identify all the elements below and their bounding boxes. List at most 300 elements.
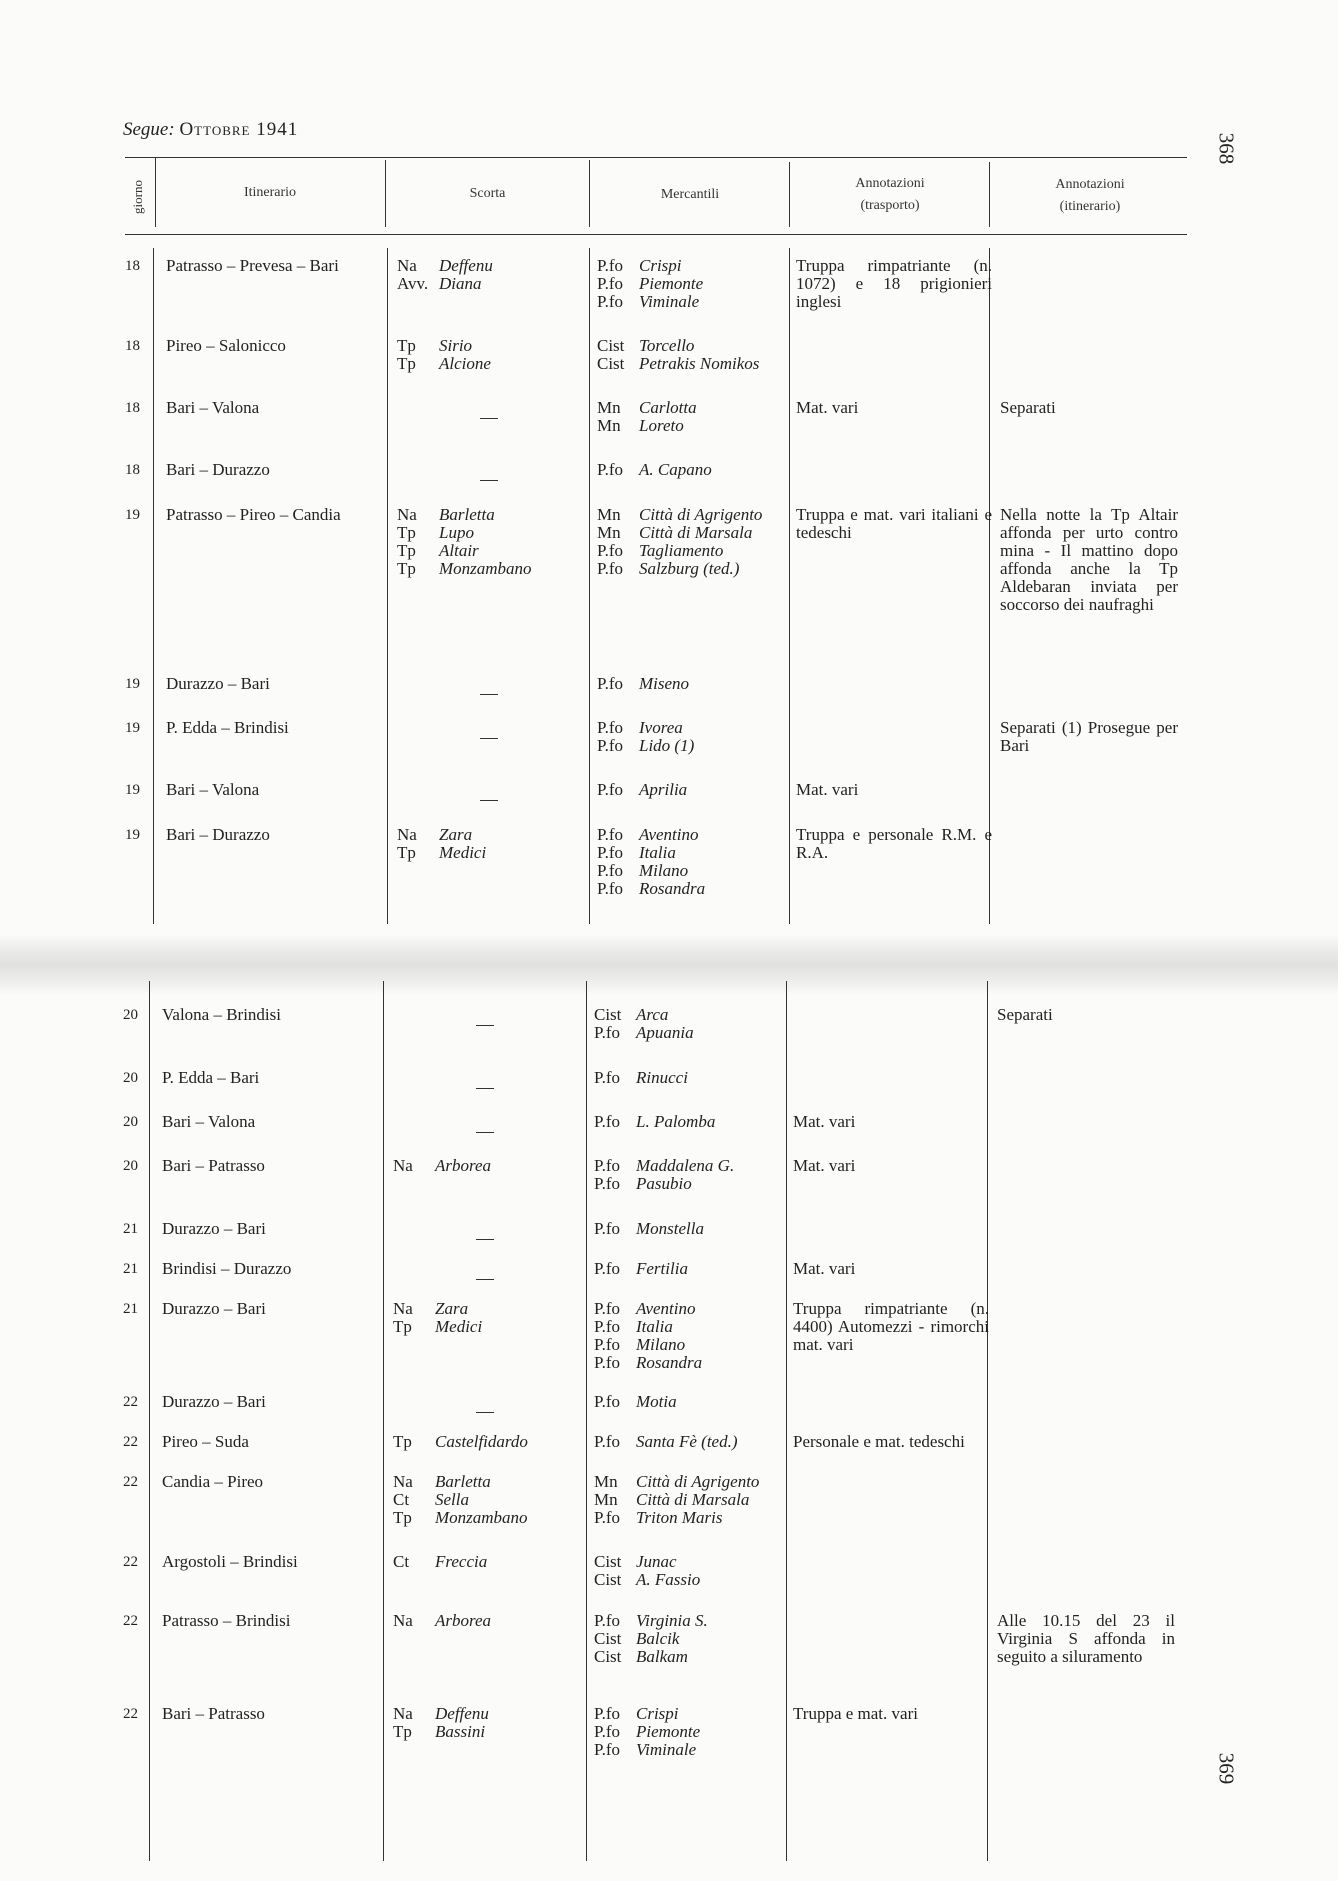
merchant-cell xyxy=(594,1260,688,1278)
escort-cell xyxy=(393,1473,528,1527)
ship-type: P.fo xyxy=(597,674,623,693)
escort-cell xyxy=(476,1122,494,1140)
itinerary-cell: Bari – Valona xyxy=(162,1112,256,1131)
ship-type: Tp xyxy=(393,1317,412,1336)
col-divider xyxy=(155,157,156,227)
ship-type: Cist xyxy=(594,1629,622,1648)
ship-name: Barletta xyxy=(439,505,495,524)
merchant-ship xyxy=(594,1220,704,1238)
merchant-cell xyxy=(597,257,703,311)
day-cell: 19 xyxy=(125,827,140,843)
ship-name: Diana xyxy=(439,274,482,293)
escort-cell xyxy=(397,826,486,862)
ship-type: P.fo xyxy=(597,274,623,293)
ship-type: Mn xyxy=(597,398,621,417)
ship-type: Cist xyxy=(597,336,625,355)
ship-name: L. Palomba xyxy=(636,1112,716,1131)
no-escort-dash xyxy=(476,1132,494,1133)
merchant-cell xyxy=(597,826,705,898)
ship-name: Medici xyxy=(439,843,487,862)
merchant-cell xyxy=(597,675,689,693)
ship-name: Pasubio xyxy=(636,1174,692,1193)
ship-type: P.fo xyxy=(594,1722,620,1741)
merchant-ship xyxy=(594,1741,700,1759)
ship-name: Petrakis Nomikos xyxy=(639,354,760,373)
merchant-ship xyxy=(597,560,762,578)
ship-name: Rosandra xyxy=(639,879,706,898)
header-bottom-rule xyxy=(125,234,1187,235)
ship-name: Tagliamento xyxy=(639,541,724,560)
ship-type: Cist xyxy=(597,354,625,373)
itinerary-note: Separati xyxy=(1000,398,1056,417)
ship-name: Triton Maris xyxy=(636,1508,723,1527)
ship-name: Torcello xyxy=(639,336,695,355)
day-cell: 20 xyxy=(123,1070,138,1086)
merchant-ship xyxy=(597,257,703,275)
merchant-ship xyxy=(597,399,697,417)
ship-name: Ivorea xyxy=(639,718,683,737)
escort-cell xyxy=(393,1433,528,1451)
ship-type: Tp xyxy=(397,559,416,578)
ship-name: Città di Agrigento xyxy=(636,1472,760,1491)
day-cell: 20 xyxy=(123,1114,138,1130)
segue-label: Segue: xyxy=(123,119,175,140)
ship-name: Sirio xyxy=(439,336,473,355)
ship-name: Crispi xyxy=(636,1704,679,1723)
transport-note: Mat. vari xyxy=(796,398,859,417)
ship-type: Na xyxy=(397,256,417,275)
ship-name: Bassini xyxy=(435,1722,486,1741)
merchant-cell xyxy=(594,1393,677,1411)
ship-type: P.fo xyxy=(597,736,623,755)
ship-type: P.fo xyxy=(594,1317,620,1336)
merchant-ship xyxy=(594,1006,694,1024)
merchant-cell xyxy=(594,1705,700,1759)
merchant-cell xyxy=(594,1220,704,1238)
escort-cell xyxy=(480,790,498,808)
itinerary-cell: Brindisi – Durazzo xyxy=(162,1259,292,1278)
no-escort-dash xyxy=(476,1025,494,1026)
no-escort-dash xyxy=(480,694,498,695)
ship-name: Italia xyxy=(636,1317,673,1336)
ship-type: Tp xyxy=(397,336,416,355)
ship-type: Na xyxy=(397,825,417,844)
ship-type: P.fo xyxy=(594,1392,620,1411)
ship-type: P.fo xyxy=(594,1704,620,1723)
ship-name: Altair xyxy=(439,541,479,560)
col-divider xyxy=(989,248,990,924)
ship-type: Na xyxy=(393,1472,413,1491)
col-divider xyxy=(589,160,590,227)
ship-name: Città di Marsala xyxy=(639,523,753,542)
ship-type: P.fo xyxy=(597,843,623,862)
ship-name: A. Fassio xyxy=(636,1570,701,1589)
escort-ship xyxy=(397,560,532,578)
ship-type: Tp xyxy=(397,523,416,542)
ship-type: Tp xyxy=(393,1432,412,1451)
ship-name: Viminale xyxy=(639,292,700,311)
day-cell: 18 xyxy=(125,462,140,478)
transport-note: Truppa e personale R.M. e R.A. xyxy=(796,825,992,862)
ship-type: P.fo xyxy=(594,1740,620,1759)
ship-name: Monzambano xyxy=(435,1508,528,1527)
merchant-ship xyxy=(594,1491,759,1509)
ship-name: Rosandra xyxy=(636,1353,703,1372)
day-cell: 22 xyxy=(123,1434,138,1450)
transport-note: Mat. vari xyxy=(793,1112,856,1131)
day-cell: 18 xyxy=(125,338,140,354)
itinerary-cell: Bari – Durazzo xyxy=(166,460,270,479)
escort-ship xyxy=(393,1705,489,1723)
itinerary-cell: Durazzo – Bari xyxy=(162,1392,266,1411)
escort-ship xyxy=(393,1491,528,1509)
ship-type: Tp xyxy=(397,843,416,862)
itinerary-cell: Durazzo – Bari xyxy=(166,674,270,693)
ship-name: Milano xyxy=(639,861,689,880)
month-title: Ottobre 1941 xyxy=(179,119,299,140)
page-368 xyxy=(0,0,1338,940)
ship-type: P.fo xyxy=(594,1335,620,1354)
escort-cell xyxy=(476,1402,494,1420)
escort-cell xyxy=(476,1015,494,1033)
ship-type: Na xyxy=(393,1156,413,1175)
ship-type: P.fo xyxy=(594,1068,620,1087)
no-escort-dash xyxy=(476,1088,494,1089)
ship-name: Arborea xyxy=(435,1611,492,1630)
escort-ship xyxy=(393,1473,528,1491)
escort-ship xyxy=(397,826,486,844)
col-divider xyxy=(383,981,384,1861)
ship-name: Milano xyxy=(636,1335,686,1354)
page-number-top: 368 xyxy=(1214,132,1239,165)
ship-name: Deffenu xyxy=(439,256,493,275)
day-cell: 22 xyxy=(123,1554,138,1570)
escort-ship xyxy=(393,1157,491,1175)
ship-type: Mn xyxy=(597,523,621,542)
ship-name: Medici xyxy=(435,1317,483,1336)
escort-cell xyxy=(397,506,532,578)
ship-name: Rinucci xyxy=(636,1068,688,1087)
ship-name: Motia xyxy=(636,1392,677,1411)
ship-type: P.fo xyxy=(594,1299,620,1318)
escort-cell xyxy=(393,1612,491,1630)
ship-name: Monstella xyxy=(636,1219,704,1238)
merchant-ship xyxy=(594,1571,700,1589)
day-cell: 21 xyxy=(123,1261,138,1277)
ship-type: P.fo xyxy=(594,1432,620,1451)
transport-note: Truppa rimpatriante (n. 4400) Automezzi - rimorchi mat. vari xyxy=(793,1299,989,1354)
merchant-cell xyxy=(597,461,712,479)
page-number-bottom: 369 xyxy=(1214,1752,1239,1785)
merchant-cell xyxy=(594,1473,759,1527)
ship-type: P.fo xyxy=(594,1611,620,1630)
itinerary-cell: Candia – Pireo xyxy=(162,1472,264,1491)
ship-type: Na xyxy=(393,1611,413,1630)
escort-ship xyxy=(397,524,532,542)
itinerary-cell: P. Edda – Bari xyxy=(162,1068,260,1087)
escort-ship xyxy=(393,1612,491,1630)
merchant-cell xyxy=(594,1612,708,1666)
merchant-cell xyxy=(594,1006,694,1042)
col-divider xyxy=(153,248,154,924)
ship-name: Zara xyxy=(435,1299,469,1318)
escort-ship xyxy=(397,506,532,524)
transport-note: Truppa e mat. vari xyxy=(793,1704,918,1723)
ship-name: Fertilia xyxy=(636,1259,688,1278)
header-annot-itinerario: Annotazioni (itinerario) xyxy=(1055,177,1125,214)
merchant-ship xyxy=(597,826,705,844)
escort-ship xyxy=(397,257,493,275)
ship-type: P.fo xyxy=(594,1353,620,1372)
merchant-ship xyxy=(594,1473,759,1491)
escort-cell xyxy=(393,1157,491,1175)
transport-note: Mat. vari xyxy=(796,780,859,799)
ship-name: Barletta xyxy=(435,1472,491,1491)
itinerary-cell: Durazzo – Bari xyxy=(162,1219,266,1238)
ship-type: Cist xyxy=(594,1647,622,1666)
itinerary-cell: Bari – Patrasso xyxy=(162,1704,265,1723)
escort-ship xyxy=(393,1318,482,1336)
ship-type: P.fo xyxy=(594,1023,620,1042)
escort-ship xyxy=(393,1723,489,1741)
ship-name: Santa Fè (ted.) xyxy=(636,1432,738,1451)
col-divider xyxy=(789,162,790,227)
ship-name: Arca xyxy=(636,1005,669,1024)
ship-type: P.fo xyxy=(594,1156,620,1175)
merchant-cell xyxy=(597,506,762,578)
transport-note: Personale e mat. tedeschi xyxy=(793,1432,965,1451)
ship-type: Cist xyxy=(594,1552,622,1571)
ship-type: P.fo xyxy=(597,780,623,799)
ship-type: P.fo xyxy=(597,861,623,880)
day-cell: 20 xyxy=(123,1007,138,1023)
ship-name: Freccia xyxy=(435,1552,488,1571)
merchant-ship xyxy=(594,1354,702,1372)
ship-name: Junac xyxy=(636,1552,677,1571)
escort-ship xyxy=(397,844,486,862)
transport-note: Truppa e mat. vari italiani e tedeschi xyxy=(796,505,992,542)
ship-type: Tp xyxy=(397,354,416,373)
merchant-ship xyxy=(597,719,694,737)
no-escort-dash xyxy=(480,800,498,801)
escort-ship xyxy=(393,1509,528,1527)
merchant-ship xyxy=(594,1175,734,1193)
escort-cell xyxy=(480,470,498,488)
col-divider xyxy=(385,160,386,227)
escort-cell xyxy=(480,684,498,702)
merchant-ship xyxy=(597,355,759,373)
day-cell: 19 xyxy=(125,676,140,692)
ship-name: Apuania xyxy=(636,1023,694,1042)
merchant-ship xyxy=(594,1553,700,1571)
merchant-ship xyxy=(594,1113,715,1131)
ship-name: Balcik xyxy=(636,1629,680,1648)
ship-type: P.fo xyxy=(594,1259,620,1278)
ship-name: Maddalena G. xyxy=(636,1156,735,1175)
itinerary-cell: P. Edda – Brindisi xyxy=(166,718,289,737)
merchant-ship xyxy=(594,1318,702,1336)
merchant-ship xyxy=(597,524,762,542)
col-divider xyxy=(589,248,590,924)
col-divider xyxy=(786,981,787,1861)
ship-type: Avv. xyxy=(397,274,429,293)
ship-type: Na xyxy=(393,1704,413,1723)
merchant-cell xyxy=(597,337,759,373)
escort-cell xyxy=(393,1300,482,1336)
ship-name: Italia xyxy=(639,843,676,862)
merchant-ship xyxy=(597,506,762,524)
col-divider xyxy=(149,981,150,1861)
escort-ship xyxy=(393,1553,487,1571)
ship-name: Balkam xyxy=(636,1647,688,1666)
merchant-ship xyxy=(597,781,687,799)
ship-type: Mn xyxy=(597,416,621,435)
ship-name: Piemonte xyxy=(639,274,704,293)
ship-type: P.fo xyxy=(594,1508,620,1527)
itinerary-cell: Valona – Brindisi xyxy=(162,1005,281,1024)
merchant-ship xyxy=(594,1157,734,1175)
col-divider xyxy=(989,162,990,227)
itinerary-note: Nella notte la Tp Altair affonda per urto contro mina - Il mattino dopo affonda anche la Tp Aldebaran inviata per soccorso dei naufraghi xyxy=(1000,505,1178,614)
escort-cell xyxy=(397,337,491,373)
page-369 xyxy=(0,980,1338,1881)
ship-type: Tp xyxy=(397,541,416,560)
escort-cell xyxy=(393,1705,489,1741)
no-escort-dash xyxy=(476,1412,494,1413)
no-escort-dash xyxy=(476,1279,494,1280)
day-cell: 18 xyxy=(125,258,140,274)
ship-type: P.fo xyxy=(597,541,623,560)
day-cell: 22 xyxy=(123,1613,138,1629)
col-divider xyxy=(586,981,587,1861)
ship-name: Città di Agrigento xyxy=(639,505,763,524)
merchant-ship xyxy=(597,275,703,293)
merchant-ship xyxy=(594,1723,700,1741)
col-divider xyxy=(789,248,790,924)
col-divider xyxy=(387,248,388,924)
merchant-cell xyxy=(594,1113,715,1131)
merchant-ship xyxy=(597,293,703,311)
no-escort-dash xyxy=(480,480,498,481)
itinerary-cell: Patrasso – Brindisi xyxy=(162,1611,291,1630)
itinerary-cell: Pireo – Salonicco xyxy=(166,336,286,355)
itinerary-cell: Pireo – Suda xyxy=(162,1432,249,1451)
ship-type: P.fo xyxy=(594,1174,620,1193)
escort-ship xyxy=(397,355,491,373)
header-scorta: Scorta xyxy=(469,186,506,201)
merchant-ship xyxy=(594,1336,702,1354)
ship-type: Mn xyxy=(597,505,621,524)
no-escort-dash xyxy=(480,738,498,739)
escort-ship xyxy=(393,1300,482,1318)
merchant-ship xyxy=(594,1069,688,1087)
ship-name: Aventino xyxy=(639,825,699,844)
merchant-ship xyxy=(597,737,694,755)
itinerary-cell: Bari – Durazzo xyxy=(166,825,270,844)
ship-type: Cist xyxy=(594,1005,622,1024)
ship-type: P.fo xyxy=(597,460,623,479)
ship-name: Alcione xyxy=(439,354,491,373)
no-escort-dash xyxy=(480,418,498,419)
merchant-ship xyxy=(594,1612,708,1630)
merchant-ship xyxy=(597,417,697,435)
day-cell: 22 xyxy=(123,1706,138,1722)
day-cell: 21 xyxy=(123,1301,138,1317)
merchant-ship xyxy=(597,675,689,693)
ship-type: P.fo xyxy=(597,559,623,578)
escort-ship xyxy=(393,1433,528,1451)
merchant-cell xyxy=(594,1553,700,1589)
running-head xyxy=(123,119,298,141)
ship-type: Tp xyxy=(393,1722,412,1741)
merchant-cell xyxy=(594,1069,688,1087)
merchant-cell xyxy=(597,719,694,755)
table-top-rule xyxy=(125,157,1187,158)
itinerary-note: Alle 10.15 del 23 il Virginia S affonda in seguito a siluramento xyxy=(997,1611,1175,1666)
merchant-ship xyxy=(594,1705,700,1723)
merchant-ship xyxy=(597,542,762,560)
itinerary-note: Separati (1) Prosegue per Bari xyxy=(1000,718,1178,755)
header-annot-trasporto: Annotazioni (trasporto) xyxy=(855,176,925,213)
merchant-ship xyxy=(597,880,705,898)
escort-cell xyxy=(393,1553,487,1571)
merchant-cell xyxy=(594,1300,702,1372)
day-cell: 21 xyxy=(123,1221,138,1237)
ship-name: Virginia S. xyxy=(636,1611,708,1630)
ship-name: Crispi xyxy=(639,256,682,275)
merchant-ship xyxy=(594,1300,702,1318)
ship-name: Lido (1) xyxy=(639,736,695,755)
itinerary-cell: Bari – Patrasso xyxy=(162,1156,265,1175)
day-cell: 19 xyxy=(125,720,140,736)
merchant-cell xyxy=(594,1433,738,1451)
transport-note: Mat. vari xyxy=(793,1156,856,1175)
ship-name: Carlotta xyxy=(639,398,697,417)
merchant-ship xyxy=(594,1393,677,1411)
day-cell: 19 xyxy=(125,782,140,798)
transport-note: Mat. vari xyxy=(793,1259,856,1278)
merchant-cell xyxy=(594,1157,734,1193)
merchant-ship xyxy=(597,844,705,862)
ship-name: Sella xyxy=(435,1490,469,1509)
ship-name: Aprilia xyxy=(639,780,688,799)
itinerary-cell: Patrasso – Prevesa – Bari xyxy=(166,256,339,275)
ship-name: Aventino xyxy=(636,1299,696,1318)
ship-type: Na xyxy=(393,1299,413,1318)
ship-type: P.fo xyxy=(594,1219,620,1238)
ship-name: Arborea xyxy=(435,1156,492,1175)
merchant-ship xyxy=(597,461,712,479)
header-itinerario: Itinerario xyxy=(243,185,297,200)
ship-type: Ct xyxy=(393,1490,410,1509)
merchant-cell xyxy=(597,399,697,435)
escort-cell xyxy=(476,1078,494,1096)
day-cell: 18 xyxy=(125,400,140,416)
ship-name: A. Capano xyxy=(639,460,712,479)
merchant-ship xyxy=(597,337,759,355)
ship-name: Salzburg (ted.) xyxy=(639,559,740,578)
ship-name: Miseno xyxy=(639,674,690,693)
ship-name: Lupo xyxy=(439,523,474,542)
ship-name: Viminale xyxy=(636,1740,697,1759)
merchant-cell xyxy=(597,781,687,799)
ship-type: P.fo xyxy=(597,718,623,737)
ship-type: P.fo xyxy=(597,879,623,898)
itinerary-cell: Patrasso – Pireo – Candia xyxy=(166,505,341,524)
merchant-ship xyxy=(594,1648,708,1666)
merchant-ship xyxy=(594,1509,759,1527)
merchant-ship xyxy=(597,862,705,880)
